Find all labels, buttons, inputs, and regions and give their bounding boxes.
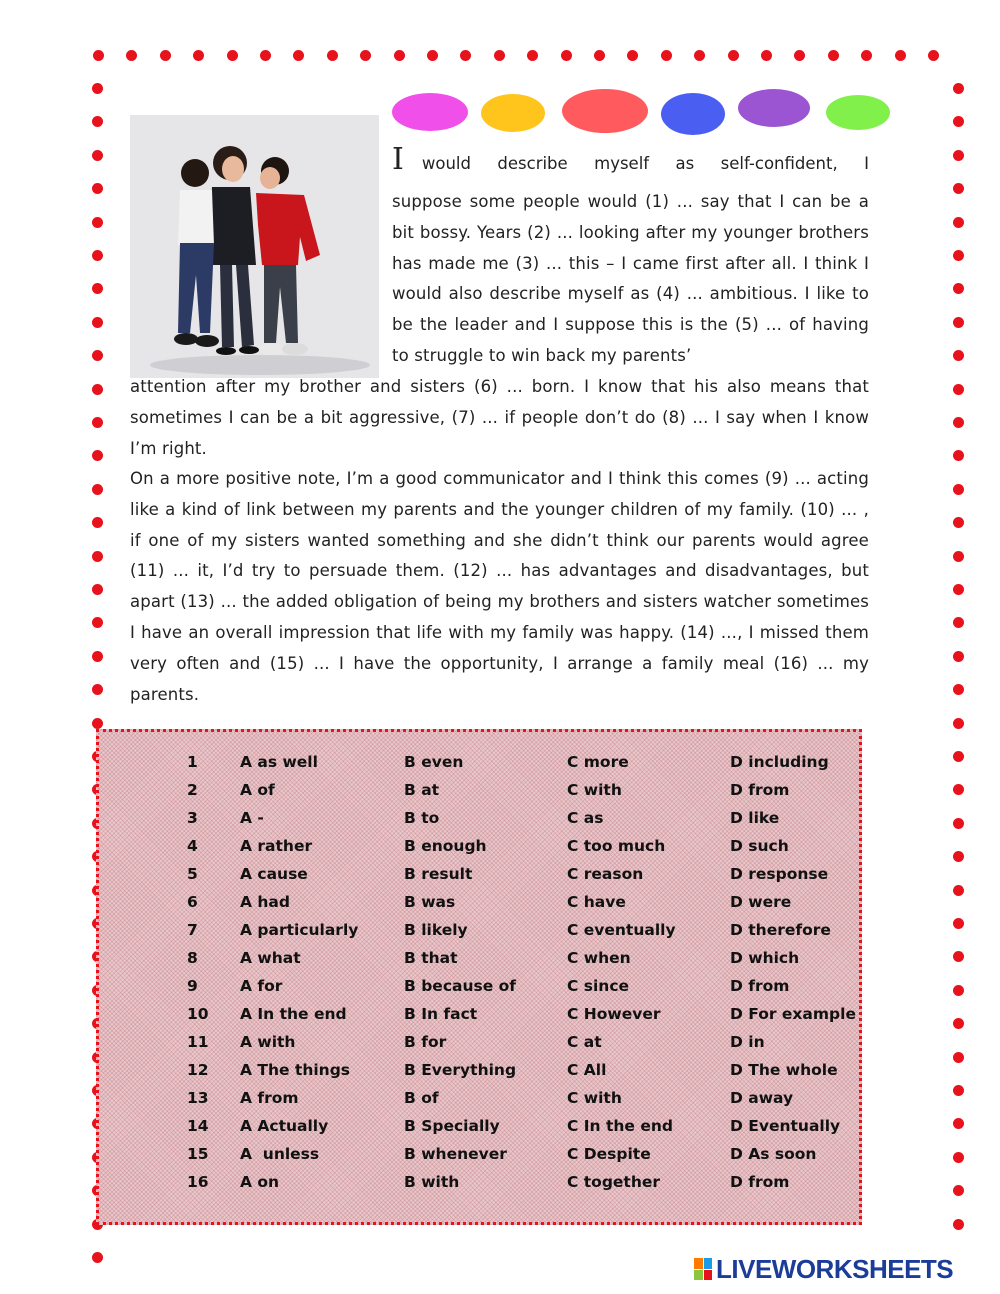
option-d[interactable]: D in [730,1033,765,1051]
question-number: 3 [187,809,198,827]
option-c[interactable]: C reason [567,865,644,883]
option-a[interactable]: A of [240,781,275,799]
option-d[interactable]: D including [730,753,829,771]
option-a[interactable]: A had [240,893,290,911]
border-dot [953,951,964,962]
border-dot [394,50,405,61]
border-dot [953,183,964,194]
answer-options-box [96,729,862,1225]
border-dot [953,818,964,829]
option-c[interactable]: C as [567,809,604,827]
first-line-text: would describe myself as self-confident, I [421,154,869,173]
border-dot [953,450,964,461]
border-dot [953,851,964,862]
answer-row [99,1173,859,1197]
option-b[interactable]: B Specially [404,1117,500,1135]
option-c[interactable]: C However [567,1005,661,1023]
border-dot [594,50,605,61]
option-b[interactable]: B of [404,1089,439,1107]
option-d[interactable]: D which [730,949,800,967]
border-dot [953,83,964,94]
option-b[interactable]: B was [404,893,456,911]
border-dot [126,50,137,61]
color-blob [826,95,890,130]
border-dot [293,50,304,61]
border-dot [953,918,964,929]
border-dot [953,885,964,896]
border-dot [92,317,103,328]
border-dot [953,384,964,395]
family-photo [130,115,379,378]
option-c[interactable]: C eventually [567,921,676,939]
border-dot [92,83,103,94]
border-dot [953,417,964,428]
color-blob [562,89,648,133]
answer-row [99,837,859,861]
answer-row [99,1005,859,1029]
border-dot [953,1085,964,1096]
border-dot [953,1185,964,1196]
option-d[interactable]: D response [730,865,829,883]
border-dot [953,1152,964,1163]
border-dot [92,718,103,729]
answer-row [99,1061,859,1085]
option-b[interactable]: B enough [404,837,487,855]
option-a[interactable]: A rather [240,837,313,855]
border-dot [92,651,103,662]
border-dot [953,651,964,662]
border-dot [953,217,964,228]
liveworksheets-logo [694,1254,953,1284]
option-c[interactable]: C more [567,753,629,771]
border-dot [627,50,638,61]
answer-row [99,921,859,945]
option-d[interactable]: D like [730,809,780,827]
border-dot [953,784,964,795]
answer-row [99,1033,859,1057]
border-dot [928,50,939,61]
border-dot [193,50,204,61]
option-d[interactable]: D As soon [730,1145,817,1163]
border-dot [953,1052,964,1063]
option-b[interactable]: B likely [404,921,468,939]
option-b[interactable]: B whenever [404,1145,507,1163]
option-a[interactable]: A on [240,1173,280,1191]
option-c[interactable]: C with [567,1089,622,1107]
border-dot [527,50,538,61]
question-number: 1 [187,753,198,771]
border-dot [953,985,964,996]
border-dot [92,684,103,695]
border-dot [895,50,906,61]
border-dot [794,50,805,61]
border-dot [953,283,964,294]
option-b[interactable]: B to [404,809,440,827]
answer-row [99,865,859,889]
question-number: 12 [187,1061,209,1079]
passage-first-line [392,142,869,177]
border-dot [92,1252,103,1263]
border-dot [953,484,964,495]
border-dot [92,517,103,528]
option-a[interactable]: A cause [240,865,308,883]
option-a[interactable]: A The things [240,1061,351,1079]
border-dot [260,50,271,61]
question-number: 14 [187,1117,209,1135]
border-dot [92,350,103,361]
option-a[interactable]: A as well [240,753,318,771]
option-d[interactable]: D from [730,1173,790,1191]
border-dot [953,1118,964,1129]
border-dot [92,217,103,228]
border-dot [92,150,103,161]
border-dot [953,551,964,562]
passage-paragraph-1-continued: attention after my brother and sisters (6) ... born. I know that his also means that sometimes I can be a bit aggressive, (7) ... if people don’t do (8) ... I say when I know I’m right. [130,377,869,458]
question-number: 5 [187,865,198,883]
option-b[interactable]: B with [404,1173,460,1191]
option-b[interactable]: B Everything [404,1061,517,1079]
logo-text: LIVEWORKSHEETS [716,1253,954,1284]
border-dot [360,50,371,61]
question-number: 13 [187,1089,209,1107]
option-a[interactable]: A In the end [240,1005,347,1023]
border-dot [953,150,964,161]
answer-row [99,977,859,1001]
option-d[interactable]: D from [730,977,790,995]
question-number: 15 [187,1145,209,1163]
border-dot [92,584,103,595]
border-dot [728,50,739,61]
border-dot [953,250,964,261]
question-number: 11 [187,1033,209,1051]
border-dot [92,183,103,194]
border-dot [160,50,171,61]
option-d[interactable]: D Eventually [730,1117,841,1135]
border-dot [953,718,964,729]
border-dot [92,250,103,261]
border-dot [92,283,103,294]
option-b[interactable]: B for [404,1033,447,1051]
option-d[interactable]: D The whole [730,1061,838,1079]
border-dot [953,1219,964,1230]
option-c[interactable]: C together [567,1173,661,1191]
option-a[interactable]: A from [240,1089,299,1107]
option-c[interactable]: C at [567,1033,602,1051]
option-b[interactable]: B even [404,753,464,771]
color-blob [481,94,545,132]
border-dot [93,50,104,61]
question-number: 16 [187,1173,209,1191]
option-a[interactable]: A unless [240,1145,320,1163]
border-dot [92,116,103,127]
answer-row [99,893,859,917]
drop-cap: I [392,142,404,177]
border-dot [92,484,103,495]
question-number: 6 [187,893,198,911]
border-dot [460,50,471,61]
option-c[interactable]: C when [567,949,631,967]
answer-row [99,1145,859,1169]
family-photo-icon [130,115,379,378]
option-c[interactable]: C have [567,893,626,911]
border-dot [92,450,103,461]
option-a[interactable]: A for [240,977,283,995]
question-number: 4 [187,837,198,855]
border-dot [92,551,103,562]
border-dot [953,116,964,127]
answer-row [99,949,859,973]
color-blob [661,93,725,135]
border-dot [953,350,964,361]
border-dot [327,50,338,61]
liveworksheets-mark-icon [694,1258,712,1280]
border-dot [761,50,772,61]
option-c[interactable]: C All [567,1061,607,1079]
answer-row [99,1089,859,1113]
border-dot [828,50,839,61]
border-dot [561,50,572,61]
option-b[interactable]: B that [404,949,458,967]
border-dot [92,617,103,628]
border-dot [953,684,964,695]
option-a[interactable]: A particularly [240,921,359,939]
option-a[interactable]: A what [240,949,301,967]
answer-row [99,753,859,777]
answer-row [99,809,859,833]
question-number: 2 [187,781,198,799]
border-dot [427,50,438,61]
question-number: 8 [187,949,198,967]
option-d[interactable]: D were [730,893,792,911]
color-blob [392,93,468,131]
border-dot [861,50,872,61]
answer-row [99,1117,859,1141]
option-a[interactable]: A with [240,1033,296,1051]
option-d[interactable]: D from [730,781,790,799]
border-dot [953,584,964,595]
option-c[interactable]: C Despite [567,1145,651,1163]
color-blob [738,89,810,127]
option-c[interactable]: C In the end [567,1117,673,1135]
question-number: 9 [187,977,198,995]
border-dot [953,517,964,528]
border-dot [92,417,103,428]
border-dot [953,317,964,328]
option-c[interactable]: C since [567,977,630,995]
passage-paragraph-2: On a more positive note, I’m a good communicator and I think this comes (9) ... acting like a kind of link between my parents and the younger children of my family. (10) ... , if one of my sisters wanted something and she didn’t think our parents would agree (11) ... it, I’d try to persuade them. (12) ... has advantages and disadvantages, but apart (13) ... the added obligation of being my brothers and sisters watcher sometimes I have an overall impression that life with my family was happy. (14) ..., I missed them very often and (15) ... I have the opportunity, I arrange a family meal (16) ... my parents. [130,469,869,704]
border-dot [953,617,964,628]
option-c[interactable]: C with [567,781,622,799]
option-b[interactable]: B at [404,781,440,799]
question-number: 7 [187,921,198,939]
option-b[interactable]: B because of [404,977,517,995]
border-dot [92,384,103,395]
answer-row [99,781,859,805]
border-dot [953,751,964,762]
option-c[interactable]: C too much [567,837,666,855]
border-dot [661,50,672,61]
border-dot [227,50,238,61]
passage-paragraph-1-float: suppose some people would (1) ... say that I can be a bit bossy. Years (2) ... looking after my younger brothers has made me (3) ... this – I came first after all. I think I would also describe myself as (4) ... ambitious. I like to be the leader and I suppose this is the (5) ... of having to struggle to win back my parents’ [392,192,869,365]
option-a[interactable]: A - [240,809,264,827]
border-dot [494,50,505,61]
border-dot [953,1018,964,1029]
question-number: 10 [187,1005,209,1023]
option-d[interactable]: D therefore [730,921,831,939]
option-b[interactable]: B result [404,865,473,883]
option-d[interactable]: D away [730,1089,794,1107]
option-d[interactable]: D For example [730,1005,856,1023]
option-d[interactable]: D such [730,837,789,855]
option-a[interactable]: A Actually [240,1117,329,1135]
border-dot [694,50,705,61]
option-b[interactable]: B In fact [404,1005,478,1023]
